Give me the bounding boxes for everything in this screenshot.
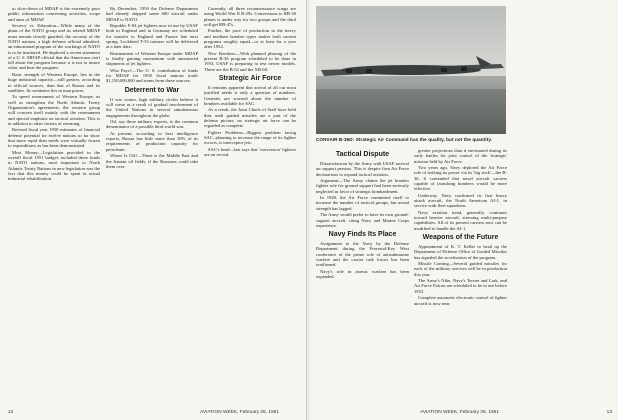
article-paragraph: Where Is Oil?—There is the Middle East and the Iranian oil fields, if the Russians could take them over.	[106, 153, 198, 169]
article-paragraph: Navy aviation trend, generally, continues toward heavier aircraft, stressing multi-purpose capabilities. All of its present carriers now can be modified to handle the AJ-1.	[414, 209, 507, 231]
article-paragraph: New Bombers—With planned phasing of the present B-36 program scheduled to be done in 1953, USAF is preparing to test newer models. These are the B-52 and the XB-60.	[204, 50, 296, 72]
article-paragraph: Revised fiscal year 1950 estimates of financial defense potential for twelve nations so far show that more rapid than needs were virtually frozen to expenditures as has been demonstrated.	[8, 127, 100, 149]
section-heading: Weapons of the Future	[422, 234, 499, 242]
article-paragraph: If war comes, high military circles believe it will come as a result of gradual involvement of the United Nations in several simultaneous engagements throughout the globe.	[106, 96, 198, 118]
article-paragraph: Currently, all three reconnaissance wings are using World War II B-29s. Conversions to RB-36 planes is under way for two groups and the third will get RB-47s.	[204, 6, 296, 27]
article-paragraph: Dissatisfaction by the Army with USAF tactical air support persists. This is despite firm Air Force declarations to expand tactical aviation.	[316, 161, 409, 177]
article-paragraph: Secrecy vs. Education—While many of the plans of the NATO group and its related MDAP must remain closely guarded, the security of the NATO nations, a high defense official admitted, an educational program of the workings of NATO is to be instituted. He deplored a recent statement of a U. S. MDAP official that the Americans can't tell about the program because it is not to insure what, and hurt the program.	[8, 23, 100, 71]
page-number-left: 12	[8, 410, 14, 415]
left-column-2	[106, 6, 198, 398]
article-paragraph: By December, 1950 the Defense Department had already shipped some 600 aircraft under MDAP to NATO.	[106, 6, 198, 22]
running-footer-left: AVIATION WEEK, February 26, 1951	[200, 410, 280, 415]
article-paragraph: At present, according to best intelligence reports, Russia has little more than 30% of its requirements of production capacity for petroleum.	[106, 130, 198, 152]
article-paragraph: Fighter Problems—Biggest problem facing SAC, planning to increase the range of its fighter escorts, is interceptor jets.	[204, 129, 296, 146]
article-paragraph: Assignment to the Navy by the Defense Department during the Forrestal-Key West conference of the prime role of antisubmarine warfare and the carrier task forces has been reaffirmed.	[316, 241, 409, 268]
running-footer-right: AVIATION WEEK, February 26, 1951	[420, 410, 500, 415]
photo-caption	[316, 137, 506, 142]
article-paragraph: Underway. Navy confirmed its first heavy attack aircraft, the North American AJ-1, in service with fleet squadrons.	[414, 192, 507, 209]
article-paragraph: Basic strength of Western Europe, lies in the huge industrial capacity—still greater, according to official sources, than that of Russia and its satellites. Its weakness lies in man power.	[8, 71, 100, 93]
article-paragraph: Oil, say these military experts, is the common denominator of a possible third world war.	[106, 119, 198, 130]
photo-ground	[316, 89, 506, 134]
left-column-1	[8, 6, 100, 398]
article-paragraph: As a result, the Joint Chiefs of Staff have held that, until guided missiles are a part of the defense picture, no strategic air force can be regarded as complete.	[204, 107, 296, 129]
article-paragraph: In 1948, the Air Force committed itself to increase the number of tactical groups, but actual strength has lagged.	[316, 195, 409, 211]
page-number-right: 13	[606, 410, 612, 415]
section-heading: Tactical Dispute	[335, 151, 390, 158]
article-paragraph: Missile Coming—Several guided missiles for each of the military services will be in production this year.	[414, 261, 507, 277]
article-paragraph: To speed rearmament of Western Europe, as well as strengthen the North Atlantic Treaty Organization's agreements, the western group will concern itself mainly with the rearmament and special emphasis on tactical aviation. This is in addition to other factors of rearming.	[8, 94, 100, 126]
caption-text: CONVAIR B-36D: Strategic Air Command has the quality, but not the quantity.	[316, 137, 493, 142]
bomber-photo	[316, 6, 506, 134]
right-column-3b	[518, 200, 612, 398]
article-paragraph: Navy's role in atomic warfare has been expanded.	[316, 268, 409, 280]
right-column-1	[316, 148, 409, 398]
section-heading: Strategic Air Force	[218, 74, 282, 82]
article-paragraph: to slow-down of MDAP is the extremely poor public information concerning activities, scope and aims of MDAP.	[8, 6, 100, 22]
article-paragraph: Two years ago, Navy deplored the Air Force role of striking its power via its 'big stick'—the B-36. It contended that naval aircraft carriers capable of launching bombers would be more effective.	[414, 165, 507, 192]
article-paragraph: Republic F-84 jet fighters now in use by USAF both in England and in Germany are scheduled for transfer to England and France late next spring. Lockheed T-33 trainers will be delivered at a later date.	[106, 23, 198, 50]
article-paragraph: Who Pays?—The U. S. contribution of funds for MDAP for 1950 fiscal nations totals $1,150,000,000 and stems from these sources.	[106, 67, 198, 84]
article-paragraph: Further, the pace of production in the heavy and medium bomber types makes both current programs roughly equal—or at least for a year after 1952.	[204, 28, 296, 50]
right-column-2	[414, 148, 507, 398]
article-paragraph: Complete automatic electronic control of fighter aircraft is now near.	[414, 295, 507, 306]
article-paragraph: Argument—The Army claims the jet bomber fighter role for ground support had been seriously neglected in favor of strategic bombardment.	[316, 178, 409, 194]
article-paragraph: Appointment of K. T. Keller to head up the Department of Defense Office of Guided Missiles has signaled the acceleration of the program.	[414, 244, 507, 260]
article-paragraph: It remains apparent that arrival of all our most justified needs is only a question of numbers. Generals are worried about the number of bombers available for SAC.	[204, 84, 296, 106]
article-paragraph: The Army would prefer to have its own ground-support aircraft, citing Navy and Marine Corps experience.	[316, 212, 409, 228]
article-paragraph: SAC's head—last says that 'conversion' fighters are on record.	[204, 146, 296, 158]
article-paragraph: Most Money—Legislation provided in the overall fiscal 1951 budget, included these funds to NATO nations, most important to North Atlantic Treaty Nations in new legislation was the fact that this money could be spent in actual industrial rehabilitation.	[8, 149, 100, 182]
article-paragraph: greater projections than it envisioned during its early battles for joint control of the 'strategic' mission held by Air Force.	[414, 148, 507, 164]
left-page	[0, 0, 307, 420]
section-heading: Deterrent to War	[124, 86, 180, 94]
left-column-3	[204, 6, 296, 398]
article-paragraph: Rearmament of Western Europe under MDAP is finally gaining momentum with announced shipments of jet fighters.	[106, 50, 198, 67]
article-paragraph: The Army's Nike, Navy's Terrier and Lark, and Air Force Falcon are scheduled to be in use before 1953.	[414, 278, 507, 294]
right-page	[310, 0, 618, 420]
section-heading: Navy Finds Its Place	[328, 231, 397, 239]
